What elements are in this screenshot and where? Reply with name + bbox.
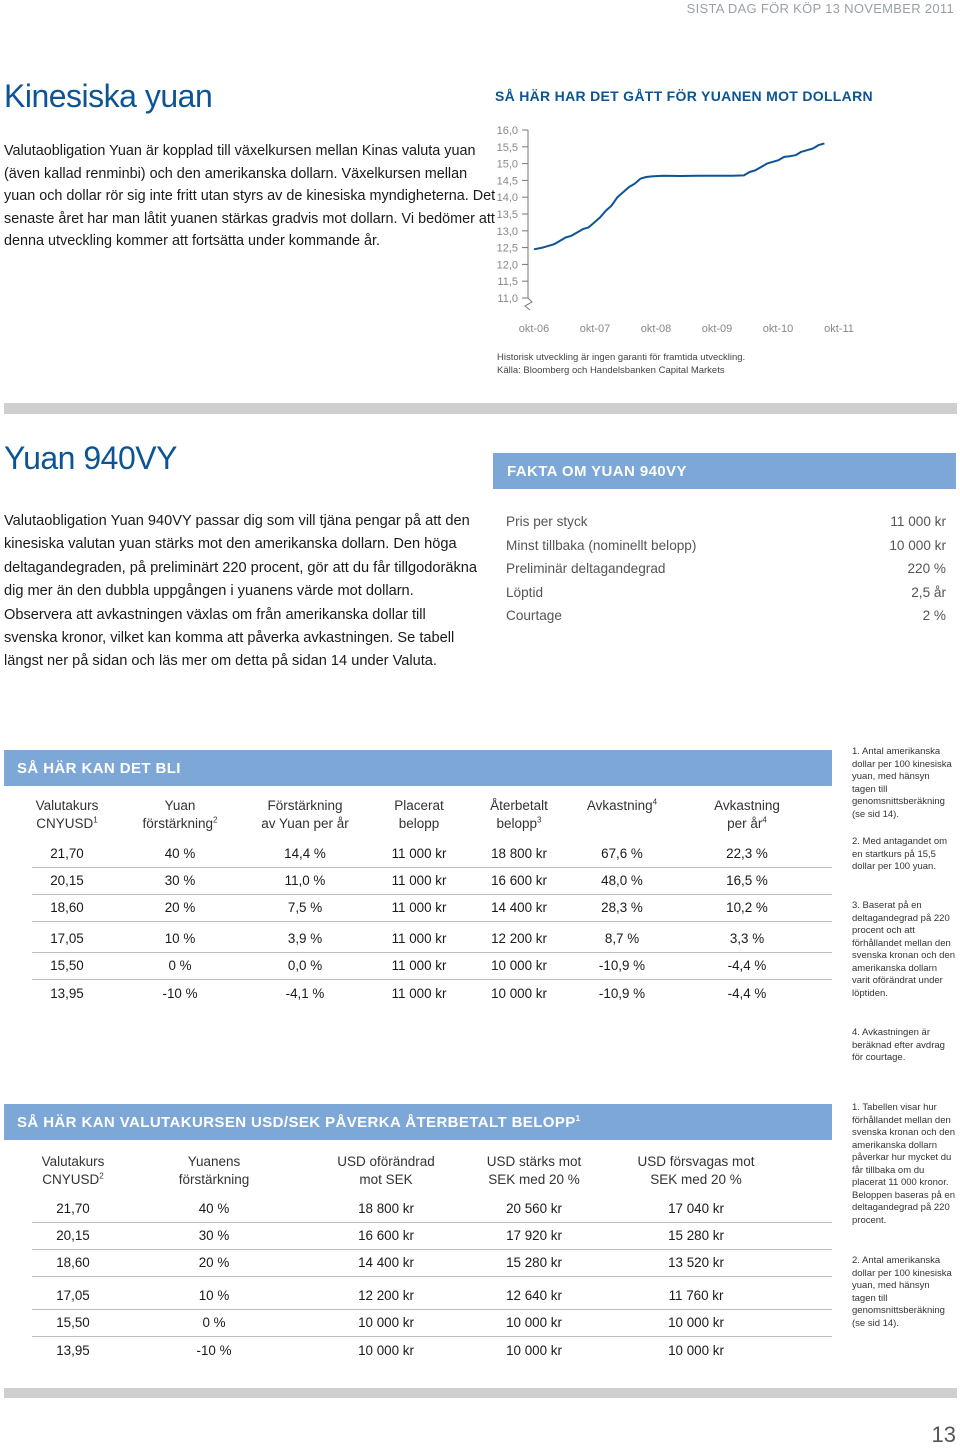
footnote: 1. Tabellen visar hur förhållandet mellan den svenska kronan och den amerikanska dollarn påverkar hur mycket du får tillbaka om du placerat 11 000 kronor. Beloppen baseras på en deltagandegrad på 220 procent. [852,1102,955,1226]
y-tick-label: 13,5 [496,209,518,221]
y-tick-label: 15,5 [496,141,518,154]
header-line-1: Valutakurs [35,798,99,813]
table-cell: 20 % [198,1255,230,1270]
row-divider [32,1222,832,1223]
table-cell: 40 % [164,846,196,861]
table-cell: -4,1 % [285,986,325,1001]
fact-row [506,585,946,607]
table-cell: 12 200 kr [491,931,547,946]
table-cell: 15 280 kr [668,1228,724,1243]
table-cell: 14,4 % [284,846,326,861]
section-title-yuan-940vy: Yuan 940VY [4,440,177,476]
table-cell: 22,3 % [726,846,768,861]
fact-label: Löptid [506,584,544,600]
row-divider [32,867,832,868]
section-divider [4,403,957,414]
y-tick-label: 15,0 [496,158,518,171]
table-cell: -10,9 % [598,986,646,1001]
facts-title: FAKTA OM YUAN 940VY [507,463,687,480]
fact-value: 2,5 år [911,584,946,600]
table-cell: 14 400 kr [358,1255,414,1270]
series-line-yuan-usd [534,143,824,249]
row-divider [32,1336,832,1337]
y-tick-label: 16,0 [496,125,518,137]
header-line-2-text: förstärkning [178,1172,250,1187]
fact-label: Minst tillbaka (nominellt belopp) [506,537,697,553]
table-cell: 8,7 % [604,931,640,946]
y-tick-label: 13,0 [496,225,518,238]
header-line-2-text: CNYUSD [42,1172,100,1187]
table-cell: 15,50 [50,958,84,973]
header-line-1: Avkastning$^4$ [586,797,658,813]
section-title-kinesiska-yuan: Kinesiska yuan [4,78,213,114]
table-cell: 10,2 % [726,900,768,915]
table-cell: 10 000 kr [668,1315,724,1330]
table-column-header [464,1153,604,1189]
fact-row [506,561,946,583]
table1-header-box [4,750,832,786]
table-cell: 11 000 kr [391,958,447,973]
table-cell: 10 000 kr [506,1315,562,1330]
table-cell: 20,15 [56,1228,90,1243]
row-divider [32,921,832,922]
table-cell: 40 % [198,1201,230,1216]
header-footnote-ref: 1 [93,815,98,825]
header-line-2 [464,1171,604,1189]
table-column-header [626,1153,766,1189]
table-cell: 17 040 kr [668,1201,724,1216]
table-cell: 15,50 [56,1315,90,1330]
table-column-header [3,1153,143,1189]
table-cell: 0 % [202,1315,226,1330]
header-footnote-ref: 4 [762,815,767,825]
product-description-paragraph: Valutaobligation Yuan 940VY passar dig som vill tjäna pengar på att den kinesiska valutan yuan stärks mot den amerikanska dollarn. Den höga deltagandegraden, på preliminärt 220 procent, gör att du får tillgodoräkna dig mer än den dubbla uppgången i yuanens värde mot dollarn. Observera att avkastningen växlas om från amerikanska dollar till svenska kronor, vilket kan komma att påverka avkastningen. Se tabell längst ner på sidan och läs mer om detta på sidan 14 under Valuta. [4,513,477,670]
footnote: 2. Antal amerikanska dollar per 100 kinesiska yuan, med hänsyn tagen till genomsnittsberäkning (se sid 14). [852,1255,952,1329]
table-cell: 0 % [168,958,192,973]
table-cell: 18,60 [50,900,84,915]
table-cell: 17,05 [56,1288,90,1303]
y-tick-label: 14,0 [496,192,518,205]
table-column-header [144,1153,284,1189]
fact-value: 11 000 kr [890,514,946,529]
row-divider [32,1276,832,1277]
header-line-1: Placerat [394,798,444,813]
table-cell: 11 760 kr [668,1288,724,1303]
header-line-1: Återbetalt [490,798,548,813]
header-line-1: USD stärks mot [486,1154,582,1169]
table-cell: 10 000 kr [358,1343,414,1358]
x-tick-label: okt-09 [701,323,733,335]
header-line-2-text: av Yuan per år [261,816,349,831]
x-tick-label: okt-06 [518,323,550,335]
table-cell: 7,5 % [287,900,323,915]
header-line-2 [626,1171,766,1189]
fact-label: Courtage [506,608,562,623]
table2-title: SÅ HÄR KAN VALUTAKURSEN USD/SEK PÅVERKA ÅTERBETALT BELOPP$^1$ [17,1114,581,1131]
y-tick-label: 12,0 [496,259,518,272]
y-tick-label: 11,5 [497,276,518,289]
table-cell: 11 000 kr [391,931,447,946]
y-tick-label: 12,5 [496,242,518,255]
table-cell: 30 % [164,873,196,888]
header-line-1: Valutakurs [41,1154,105,1169]
table-cell: 67,6 % [601,846,643,861]
table-cell: 3,3 % [729,931,765,946]
header-line-1: Yuan [164,798,196,813]
table-cell: -10 % [162,986,198,1001]
header-line-2 [144,1171,284,1189]
header-tagline: SISTA DAG FÖR KÖP 13 NOVEMBER 2011 [686,1,954,16]
table-cell: 18 800 kr [491,846,547,861]
fact-row [506,538,946,560]
header-line-1: Yuanens [187,1154,241,1169]
table-cell: -10,9 % [598,958,646,973]
footnote: 2. Med antagandet om en startkurs på 15,5 dollar per 100 yuan. [852,836,948,872]
table-column-header [677,797,817,833]
table-cell: 11 000 kr [391,873,447,888]
fact-label: Pris per styck [506,514,588,529]
footnote: 4. Avkastningen är beräknad efter avdrag för courtage. [852,1027,945,1063]
table-cell: 15 280 kr [506,1255,562,1270]
table-cell: 12 640 kr [506,1288,562,1303]
table-cell: 20,15 [50,873,84,888]
header-footnote-ref: 3 [537,815,542,825]
table-cell: 18 800 kr [358,1201,414,1216]
facts-header-box [493,453,956,489]
table-cell: 16 600 kr [358,1228,414,1243]
table-cell: -4,4 % [727,958,767,973]
axis-break-mark [525,298,532,310]
table-cell: 10 % [164,931,196,946]
header-line-2 [316,1171,456,1189]
table-cell: 11 000 kr [391,900,447,915]
table-cell: 0,0 % [287,958,323,973]
table-cell: 30 % [198,1228,230,1243]
header-line-2-text: SEK med 20 % [488,1172,580,1187]
header-line-2 [677,815,817,833]
header-line-1: Avkastning [714,798,780,813]
header-line-2 [3,1171,143,1189]
header-line-2-text: CNYUSD [36,816,94,831]
table-cell: 10 000 kr [491,958,547,973]
header-line-1: USD oförändrad [337,1154,435,1169]
table-cell: 18,60 [56,1255,90,1270]
header-line-2-text: SEK med 20 % [650,1172,742,1187]
page-number: 13 [931,1422,956,1447]
fact-value: 220 % [907,561,946,576]
table-cell: 13,95 [50,986,84,1001]
y-tick-label: 14,5 [496,175,518,188]
header-line-2-text: per år [727,816,763,831]
row-divider [32,894,832,895]
table-column-header [110,797,250,833]
header-bar [0,0,960,16]
x-tick-label: okt-11 [824,323,854,335]
table-cell: 17,05 [50,931,84,946]
table-cell: 17 920 kr [506,1228,562,1243]
table-cell: 16,5 % [726,873,768,888]
table-column-header [316,1153,456,1189]
table-cell: 21,70 [56,1201,90,1216]
table-cell: 12 200 kr [358,1288,414,1303]
header-line-2-text: belopp [496,816,538,831]
header-line-2-text: mot SEK [359,1172,413,1187]
fact-row [506,608,946,630]
table-cell: 10 000 kr [358,1315,414,1330]
table-cell: 3,9 % [287,931,323,946]
fact-row [506,514,946,536]
row-divider [32,979,832,980]
row-divider [32,1309,832,1310]
footnote: 3. Baserat på en deltagandegrad på 220 procent och att förhållandet mellan den svenska kronan och den amerikanska dollarn varit oförändrat under löptiden. [852,900,955,999]
y-tick-label: 11,0 [497,293,518,305]
table-cell: 20 % [164,900,196,915]
x-tick-label: okt-10 [762,323,794,335]
header-line-1: Förstärkning [267,798,343,813]
row-divider [32,952,832,953]
table1-title: SÅ HÄR KAN DET BLI [17,760,181,777]
header-footnote-ref: 4 [652,797,658,807]
yuan-dollar-line-chart [488,115,854,340]
chart-disclaimer: Historisk utveckling är ingen garanti för framtida utveckling. [497,352,746,363]
table-cell: 21,70 [50,846,84,861]
table-column-header [552,797,692,815]
header-line-2 [110,815,250,833]
fact-value: 2 % [922,608,946,623]
header-line-2-text: belopp [398,816,440,831]
table-cell: 11 000 kr [391,846,447,861]
table-cell: 13,95 [56,1343,90,1358]
table-cell: 10 000 kr [491,986,547,1001]
section-intro-paragraph: Valutaobligation Yuan är kopplad till växelkursen mellan Kinas valuta yuan (även kallad renminbi) och den amerikanska dollarn. Växelkursen mellan yuan och dollar rör sig inte fritt utan styrs av de kinesiska myndigheterna. Det senaste året har man låtit yuanen stärkas gradvis mot dollarn. Vi bedömer att denna utveckling kommer att fortsätta under kommande år. [4,143,496,249]
table-cell: 14 400 kr [491,900,547,915]
table-cell: 10 % [198,1288,230,1303]
footer-band [4,1388,957,1398]
table-cell: 11,0 % [284,873,326,888]
x-tick-label: okt-07 [579,323,611,335]
header-line-2-text: förstärkning [142,816,214,831]
header-line-2 [449,815,589,833]
header-line-1: USD försvagas mot [637,1154,755,1169]
table-cell: -4,4 % [727,986,767,1001]
table-cell: 10 000 kr [506,1343,562,1358]
table2-header-box [4,1104,832,1140]
x-tick-label: okt-08 [640,323,672,335]
table-cell: 28,3 % [601,900,643,915]
header-footnote-ref: 2 [99,1171,104,1181]
table-cell: 16 600 kr [491,873,547,888]
fact-value: 10 000 kr [889,537,946,553]
table-cell: 11 000 kr [391,986,447,1001]
row-divider [32,1249,832,1250]
table-cell: 13 520 kr [668,1255,724,1270]
table-cell: 20 560 kr [506,1201,562,1216]
fact-label: Preliminär deltagandegrad [506,561,666,576]
table-cell: 48,0 % [601,873,643,888]
chart-title: SÅ HÄR HAR DET GÅTT FÖR YUANEN MOT DOLLARN [495,88,873,104]
chart-source: Källa: Bloomberg och Handelsbanken Capital Markets [497,365,725,376]
header-footnote-ref: 2 [213,815,218,825]
table-cell: 10 000 kr [668,1343,724,1358]
footnote: 1. Antal amerikanska dollar per 100 kinesiska yuan, med hänsyn tagen till genomsnittsberäkning (se sid 14). [852,746,952,820]
table-cell: -10 % [196,1343,232,1358]
